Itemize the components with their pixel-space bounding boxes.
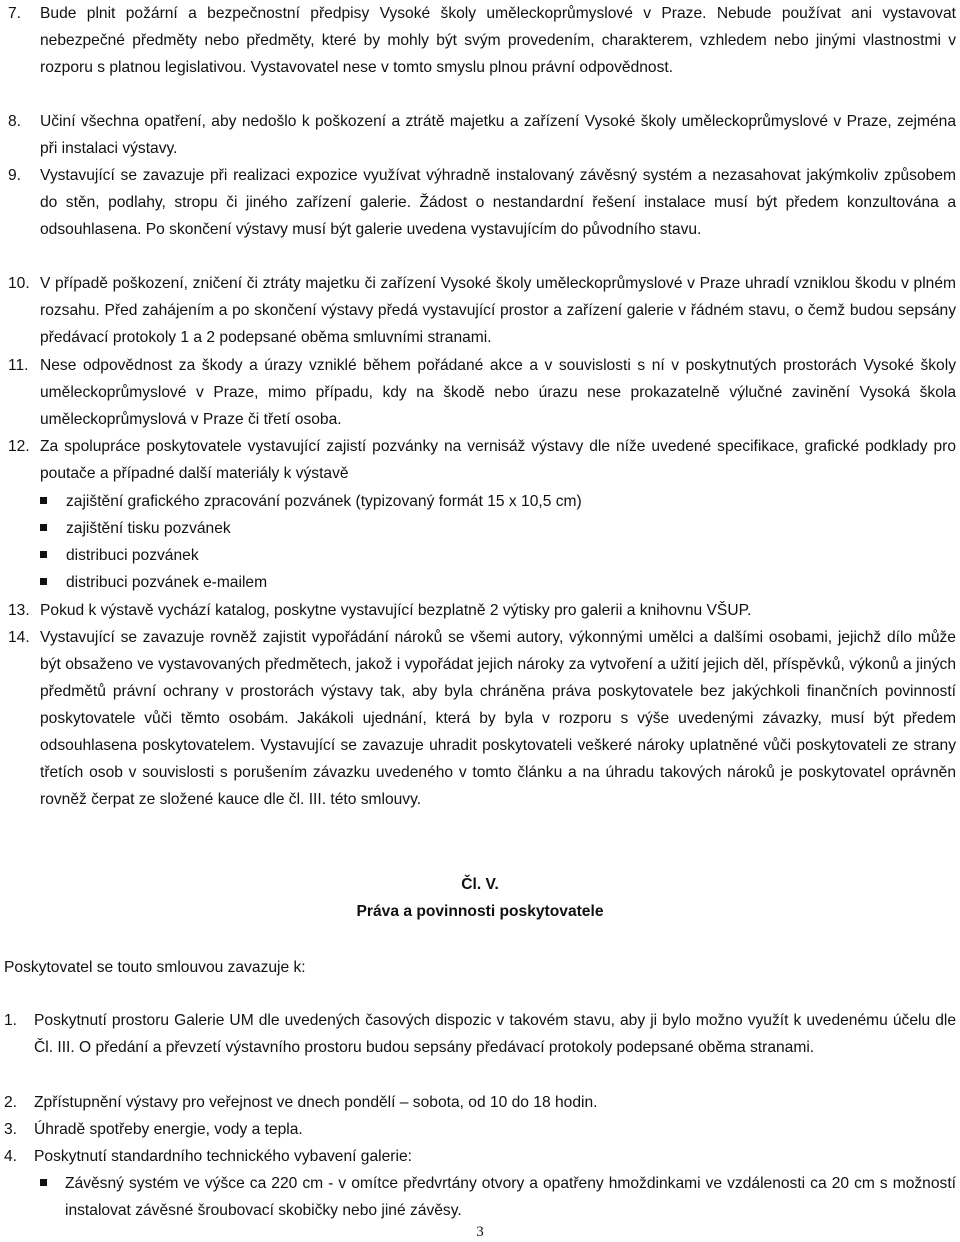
square-bullet-icon bbox=[40, 551, 47, 558]
item-text: Poskytnutí prostoru Galerie UM dle uvedených časových dispozic v takovém stavu, aby ji bylo možno využít k uvedenému účelu dle Čl. III. O předání a převzetí výstavního prostoru budou sepsány předávací protokoly podepsané oběma stranami. bbox=[34, 1012, 956, 1056]
item-number: 1. bbox=[4, 1012, 18, 1029]
section-number: Čl. V. bbox=[461, 876, 499, 893]
bullet-item bbox=[40, 1170, 956, 1224]
item-text: Za spolupráce poskytovatele vystavující zajistí pozvánky na vernisáž výstavy dle níže uvedené specifikace, grafické podklady pro poutače a případné další materiály k výstavě bbox=[40, 438, 956, 482]
list-item bbox=[8, 624, 956, 813]
item-number: 14. bbox=[8, 629, 30, 646]
item-text: Zpřístupnění výstavy pro veřejnost ve dnech pondělí – sobota, od 10 do 18 hodin. bbox=[34, 1094, 598, 1111]
bullet-text: distribuci pozvánek e-mailem bbox=[66, 574, 268, 591]
item-number: 4. bbox=[4, 1148, 18, 1165]
list-item bbox=[8, 108, 956, 162]
item-text: V případě poškození, zničení či ztráty majetku či zařízení Vysoké školy uměleckoprůmyslové v Praze uhradí vzniklou škodu v plném rozsahu. Před zahájením a po skončení výstavy předá vystavující prostor a zařízení galerie v řádném stavu, o čemž budou sepsány předávací protokoly 1 a 2 podepsané oběma smluvními stranami. bbox=[40, 275, 956, 346]
list-item bbox=[8, 433, 956, 487]
item-text: Učiní všechna opatření, aby nedošlo k poškození a ztrátě majetku a zařízení Vysoké školy uměleckoprůmyslové v Praze, zejména při instalaci výstavy. bbox=[40, 113, 956, 157]
item-number: 2. bbox=[4, 1094, 18, 1111]
list-item bbox=[4, 1089, 956, 1116]
item-text: Vystavující se zavazuje při realizaci expozice využívat výhradně instalovaný závěsný systém a nezasahovat jakýmkoliv způsobem do stěn, podlahy, stropu či jiného zařízení galerie. Žádost o nestandardní řešení instalace musí být předem konzultována a odsouhlasena. Po skončení výstavy musí být galerie uvedena vystavujícím do původního stavu. bbox=[40, 167, 956, 238]
item-number: 7. bbox=[8, 5, 22, 22]
bullet-text: zajištění tisku pozvánek bbox=[66, 520, 231, 537]
item-number: 13. bbox=[8, 602, 30, 619]
item-number: 10. bbox=[8, 275, 30, 292]
list-item bbox=[4, 1116, 956, 1143]
square-bullet-icon bbox=[40, 497, 47, 504]
list-item bbox=[8, 597, 956, 624]
item-number: 9. bbox=[8, 167, 22, 184]
item-number: 12. bbox=[8, 438, 30, 455]
list-item bbox=[4, 1143, 956, 1170]
item-text: Bude plnit požární a bezpečnostní předpisy Vysoké školy uměleckoprůmyslové v Praze. Nebude používat ani vystavovat nebezpečné předměty nebo předměty, které by mohly být svým provedením, charakterem, vzhledem nebo jinými vlastnostmi v rozporu s platnou legislativou. Vystavovatel nese v tomto smyslu plnou právní odpovědnost. bbox=[40, 5, 956, 76]
bullet-text: zajištění grafického zpracování pozvánek (typizovaný formát 15 x 10,5 cm) bbox=[66, 493, 582, 510]
section-title: Práva a povinnosti poskytovatele bbox=[356, 903, 604, 920]
list-item bbox=[8, 162, 956, 243]
item-text: Poskytnutí standardního technického vybavení galerie: bbox=[34, 1148, 412, 1165]
square-bullet-icon bbox=[40, 1179, 47, 1186]
item-text: Nese odpovědnost za škody a úrazy vzniklé během pořádané akce a v souvislosti s ní v poskytnutých prostorách Vysoké školy uměleckoprůmyslové v Praze, mimo případu, kdy na škodě nebo úrazu nese prokazatelně výlučné zavinění Vysoká škola uměleckoprůmyslová v Praze či třetí osoba. bbox=[40, 357, 956, 428]
square-bullet-icon bbox=[40, 524, 47, 531]
list-item bbox=[8, 0, 956, 81]
item-number: 3. bbox=[4, 1121, 18, 1138]
square-bullet-icon bbox=[40, 578, 47, 585]
list-item bbox=[8, 352, 956, 433]
item-text: Pokud k výstavě vychází katalog, poskytne vystavující bezplatně 2 výtisky pro galerii a knihovnu VŠUP. bbox=[40, 602, 752, 619]
list-item bbox=[8, 270, 956, 351]
item-number: 8. bbox=[8, 113, 22, 130]
bullet-text: Závěsný systém ve výšce ca 220 cm - v omítce předvrtány otvory a opatřeny hmoždinkami ve vzdálenosti ca 20 cm s možností instalovat závěsné šroubovací skobičky nebo jiné závěsy. bbox=[65, 1175, 956, 1219]
page-number: 3 bbox=[476, 1224, 484, 1240]
list-item bbox=[4, 1007, 956, 1061]
section-intro: Poskytovatel se touto smlouvou zavazuje k: bbox=[4, 959, 306, 976]
item-text: Vystavující se zavazuje rovněž zajistit vypořádání nároků se všemi autory, výkonnými umělci a dalšími osobami, jejichž dílo může být obsaženo ve vystavovaných předmětech, jakož i vypořádat jejich nároky za vytvoření a užití jejich děl, příspěvků, výkonů a jiných předmětů právní ochrany v prostorách výstavy tak, aby byla chráněna práva poskytovatele bez jakýchkoli finančních povinností poskytovatele vůči těmto osobám. Jakákoli ujednání, která by byla v rozporu s výše uvedenými závazky, musí být předem odsouhlasena poskytovatelem. Vystavující se zavazuje uhradit poskytovateli veškeré nároky uplatněné vůči poskytovateli ze strany třetích osob v souvislosti s porušením závazku uvedeného v tomto článku a na úhradu takových nároků je poskytovatel oprávněn rovněž čerpat ze složené kauce dle čl. III. této smlouvy. bbox=[40, 629, 956, 808]
bullet-text: distribuci pozvánek bbox=[66, 547, 199, 564]
item-text: Úhradě spotřeby energie, vody a tepla. bbox=[34, 1121, 303, 1138]
item-number: 11. bbox=[8, 357, 29, 374]
